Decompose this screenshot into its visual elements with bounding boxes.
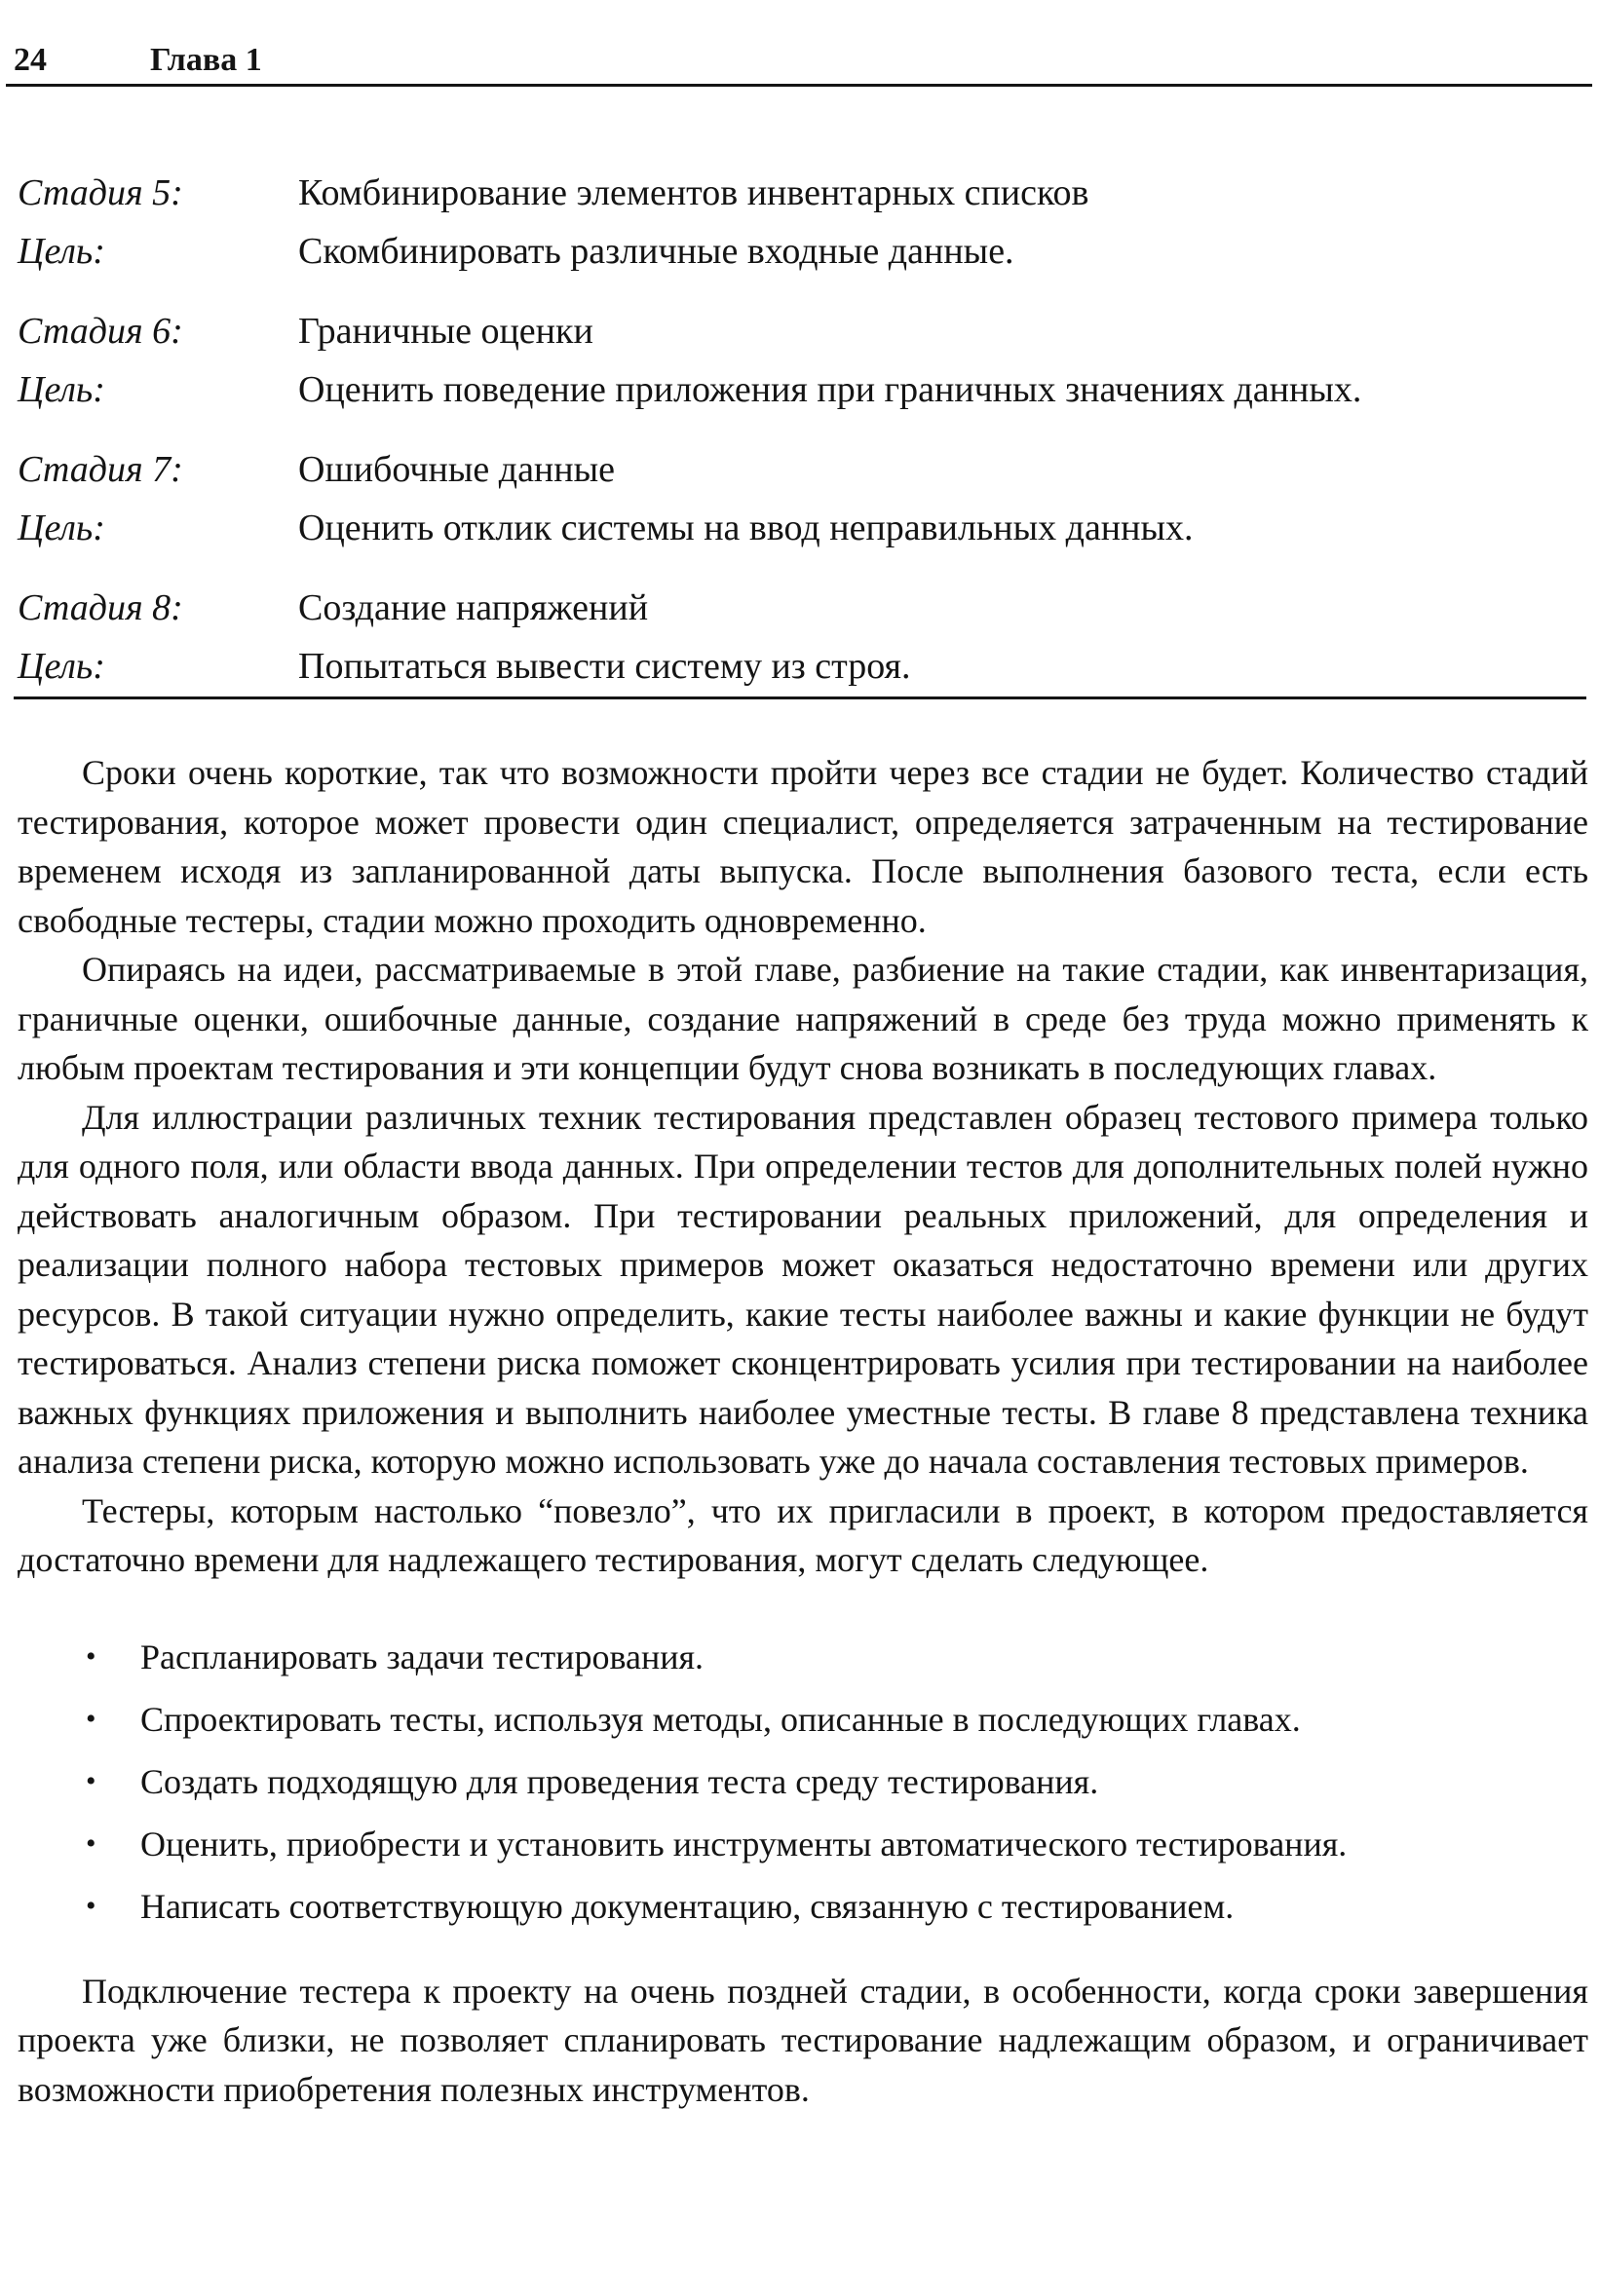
- stages-rule: [14, 696, 1586, 699]
- bullet-marker: •: [86, 1764, 96, 1797]
- list-item: [18, 1813, 1588, 1875]
- stages-list: [18, 164, 1586, 717]
- chapter-title: Глава 1: [150, 42, 262, 78]
- stage-title: Комбинирование элементов инвентарных списков: [298, 172, 1089, 213]
- list-item-text: Написать соответствующую документацию, связанную с тестированием.: [140, 1886, 1235, 1926]
- running-head: [14, 39, 1590, 82]
- list-item: [18, 1626, 1588, 1688]
- list-item-text: Создать подходящую для проведения теста среду тестирования.: [140, 1761, 1099, 1801]
- bullet-marker: •: [86, 1702, 96, 1735]
- goal-row: [18, 222, 1586, 281]
- goal-row: [18, 637, 1586, 696]
- stage-block: [18, 302, 1586, 419]
- goal-text: Попытаться вывести систему из строя.: [298, 646, 911, 687]
- bullet-list: [18, 1626, 1588, 1938]
- goal-label: Цель:: [18, 231, 105, 272]
- stage-row: [18, 440, 1586, 499]
- paragraph: Сроки очень короткие, так что возможности пройти через все стадии не будет. Количество стадий тестирования, которое может провести один специалист, определяется затраченным на тестирование временем исходя из запланированной даты выпуска. После выполнения базового теста, если есть свободные тестеры, стадии можно проходить одновременно.: [18, 753, 1588, 940]
- goal-label: Цель:: [18, 508, 105, 548]
- list-item: [18, 1688, 1588, 1750]
- stage-title: Ошибочные данные: [298, 449, 616, 490]
- stage-row: [18, 302, 1586, 360]
- body-text: [18, 748, 1588, 2114]
- stage-label: Стадия 6:: [18, 311, 183, 352]
- stage-label: Стадия 5:: [18, 172, 183, 213]
- paragraph: Для иллюстрации различных техник тестирования представлен образец тестового примера только для одного поля, или области ввода данных. При определении тестов для дополнительных полей нужно действовать аналогичным образом. При тестировании реальных приложений, для определения и реализации полного набора тестовых примеров может оказаться недостаточно времени или других ресурсов. В такой ситуации нужно определить, какие тесты наиболее важны и какие функции не будут тестироваться. Анализ степени риска поможет сконцентрировать усилия при тестировании на наиболее важных функциях приложения и выполнить наиболее уместные тесты. В главе 8 представлена техника анализа степени риска, которую можно использовать уже до начала составления тестовых примеров.: [18, 1097, 1588, 1481]
- stage-row: [18, 579, 1586, 637]
- stage-title: Создание напряжений: [298, 587, 649, 628]
- goal-text: Оценить поведение приложения при граничных значениях данных.: [298, 369, 1362, 410]
- list-item-text: Распланировать задачи тестирования.: [140, 1637, 705, 1676]
- stage-label: Стадия 7:: [18, 449, 183, 490]
- list-item: [18, 1875, 1588, 1938]
- bullet-marker: •: [86, 1639, 96, 1673]
- goal-text: Скомбинировать различные входные данные.: [298, 231, 1014, 272]
- goal-text: Оценить отклик системы на ввод неправильных данных.: [298, 508, 1194, 548]
- paragraph: Тестеры, которым настолько “повезло”, что их пригласили в проект, в котором предоставляется достаточно времени для надлежащего тестирования, могут сделать следующее.: [18, 1490, 1588, 1579]
- stage-title: Граничные оценки: [298, 311, 593, 352]
- closing-paragraph: Подключение тестера к проекту на очень поздней стадии, в особенности, когда сроки завершения проекта уже близки, не позволяет спланировать тестирование надлежащим образом, и ограничивает возможности приобретения полезных инструментов.: [18, 1971, 1588, 2109]
- goal-row: [18, 360, 1586, 419]
- stage-block: [18, 440, 1586, 557]
- goal-row: [18, 499, 1586, 557]
- list-item: [18, 1750, 1588, 1813]
- page-number: 24: [14, 42, 47, 78]
- header-rule: [6, 84, 1592, 87]
- stage-row: [18, 164, 1586, 222]
- paragraph: Опираясь на идеи, рассматриваемые в этой главе, разбиение на такие стадии, как инвентаризация, граничные оценки, ошибочные данные, создание напряжений в среде без труда можно применять к любым проектам тестирования и эти концепции будут снова возникать в последующих главах.: [18, 950, 1588, 1087]
- goal-label: Цель:: [18, 646, 105, 687]
- stage-label: Стадия 8:: [18, 587, 183, 628]
- stage-block: [18, 164, 1586, 281]
- list-item-text: Спроектировать тесты, используя методы, описанные в последующих главах.: [140, 1699, 1301, 1739]
- list-item-text: Оценить, приобрести и установить инструменты автоматического тестирования.: [140, 1824, 1348, 1863]
- bullet-marker: •: [86, 1889, 96, 1922]
- goal-label: Цель:: [18, 369, 105, 410]
- bullet-marker: •: [86, 1826, 96, 1860]
- stage-block: [18, 579, 1586, 696]
